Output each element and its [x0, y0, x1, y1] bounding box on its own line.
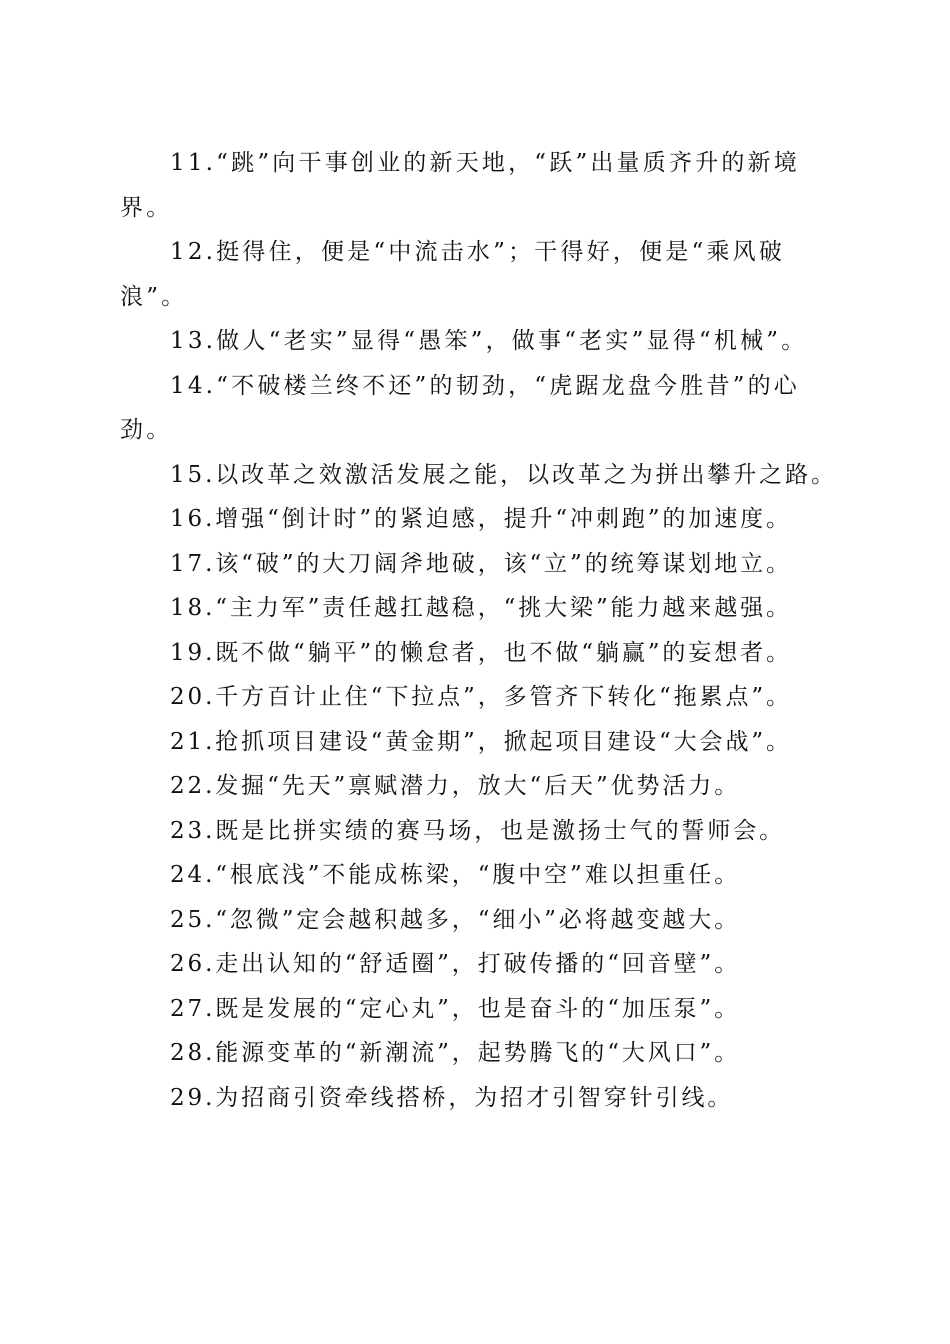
paragraph-15: 15.以改革之效激活发展之能，以改革之为拼出攀升之路。: [170, 461, 837, 488]
paragraph-28: 28.能源变革的“新潮流”，起势腾飞的“大风口”。: [170, 1040, 741, 1066]
paragraph-21: 21.抢抓项目建设“黄金期”，掀起项目建设“大会战”。: [170, 728, 792, 755]
paragraph-20: 20.千方百计止住“下拉点”，多管齐下转化“拖累点”。: [170, 684, 792, 710]
paragraph-26: 26.走出认知的“舒适圈”，打破传播的“回音壁”。: [170, 951, 741, 977]
paragraph-23: 23.既是比拼实绩的赛马场，也是激扬士气的誓师会。: [170, 817, 786, 844]
paragraph-11: 11.“跳”向干事创业的新天地，“跃”出量质齐升的新境界。: [120, 150, 801, 221]
paragraph-18: 18.“主力军”责任越扛越稳，“挑大梁”能力越来越强。: [170, 595, 792, 621]
paragraph-14: 14.“不破楼兰终不还”的韧劲，“虎踞龙盘今胜昔”的心劲。: [120, 372, 801, 443]
paragraph-19: 19.既不做“躺平”的懒怠者，也不做“躺赢”的妄想者。: [170, 639, 792, 666]
document-body: [120, 141, 837, 1120]
paragraph-12: 12.挺得住，便是“中流击水”；干得好，便是“乘风破浪”。: [120, 239, 786, 310]
paragraph-27: 27.既是发展的“定心丸”，也是奋斗的“加压泵”。: [170, 995, 741, 1022]
paragraph-13: 13.做人“老实”显得“愚笨”，做事“老实”显得“机械”。: [170, 328, 808, 354]
paragraph-22: 22.发掘“先天”禀赋潜力，放大“后天”优势活力。: [170, 773, 741, 799]
paragraph-24: 24.“根底浅”不能成栋梁，“腹中空”难以担重任。: [170, 862, 741, 888]
paragraph-17: 17.该“破”的大刀阔斧地破，该“立”的统筹谋划地立。: [170, 550, 792, 577]
paragraph-29: 29.为招商引资牵线搭桥，为招才引智穿针引线。: [170, 1084, 734, 1111]
paragraph-25: 25.“忽微”定会越积越多，“细小”必将越变越大。: [170, 906, 741, 933]
paragraph-16: 16.增强“倒计时”的紧迫感，提升“冲刺跑”的加速度。: [170, 506, 792, 532]
